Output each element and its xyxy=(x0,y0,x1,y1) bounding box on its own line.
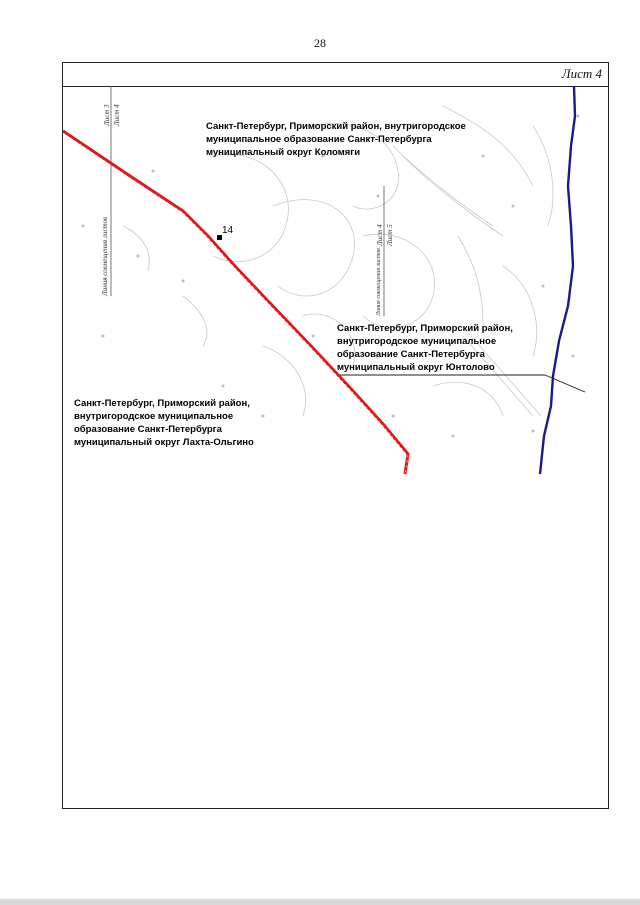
boundary-blue xyxy=(540,86,575,474)
page-bottom-strip xyxy=(0,899,640,905)
sheet-ref-left-top: Лист 3 xyxy=(103,104,111,126)
sheet-header xyxy=(63,63,608,87)
sheet-ref-left-line: Линия совмещения листов xyxy=(101,216,109,296)
sheet-label: Лист 4 xyxy=(561,66,602,81)
sheet-ref-left-bottom: Лист 4 xyxy=(113,104,121,126)
sheet-ref-mid-bottom: Лист 5 xyxy=(386,224,394,246)
district-label-yuntolovo: Санкт-Петербург, Приморский район, внутригородское муниципальное образование Санкт-Петербурга муниципальный округ Юнтолово xyxy=(337,323,513,373)
sheet-ref-mid-top: Лист 4 xyxy=(376,224,384,246)
point-14-label: 14 xyxy=(222,225,234,236)
survey-points xyxy=(82,115,580,438)
page-number: 28 xyxy=(314,36,326,50)
sheet-ref-mid-line: Линия совмещения листов xyxy=(376,248,382,316)
map-area xyxy=(63,86,608,474)
map-sheet-frame xyxy=(62,62,609,809)
district-label-kolomyagi: Санкт-Петербург, Приморский район, внутригородское муниципальное образование Санкт-Петербурга муниципальный округ Коломяги xyxy=(206,121,466,158)
district-label-lakhta-olgino: Санкт-Петербург, Приморский район, внутригородское муниципальное образование Санкт-Петербурга муниципальный округ Лахта-Ольгино xyxy=(74,398,254,448)
